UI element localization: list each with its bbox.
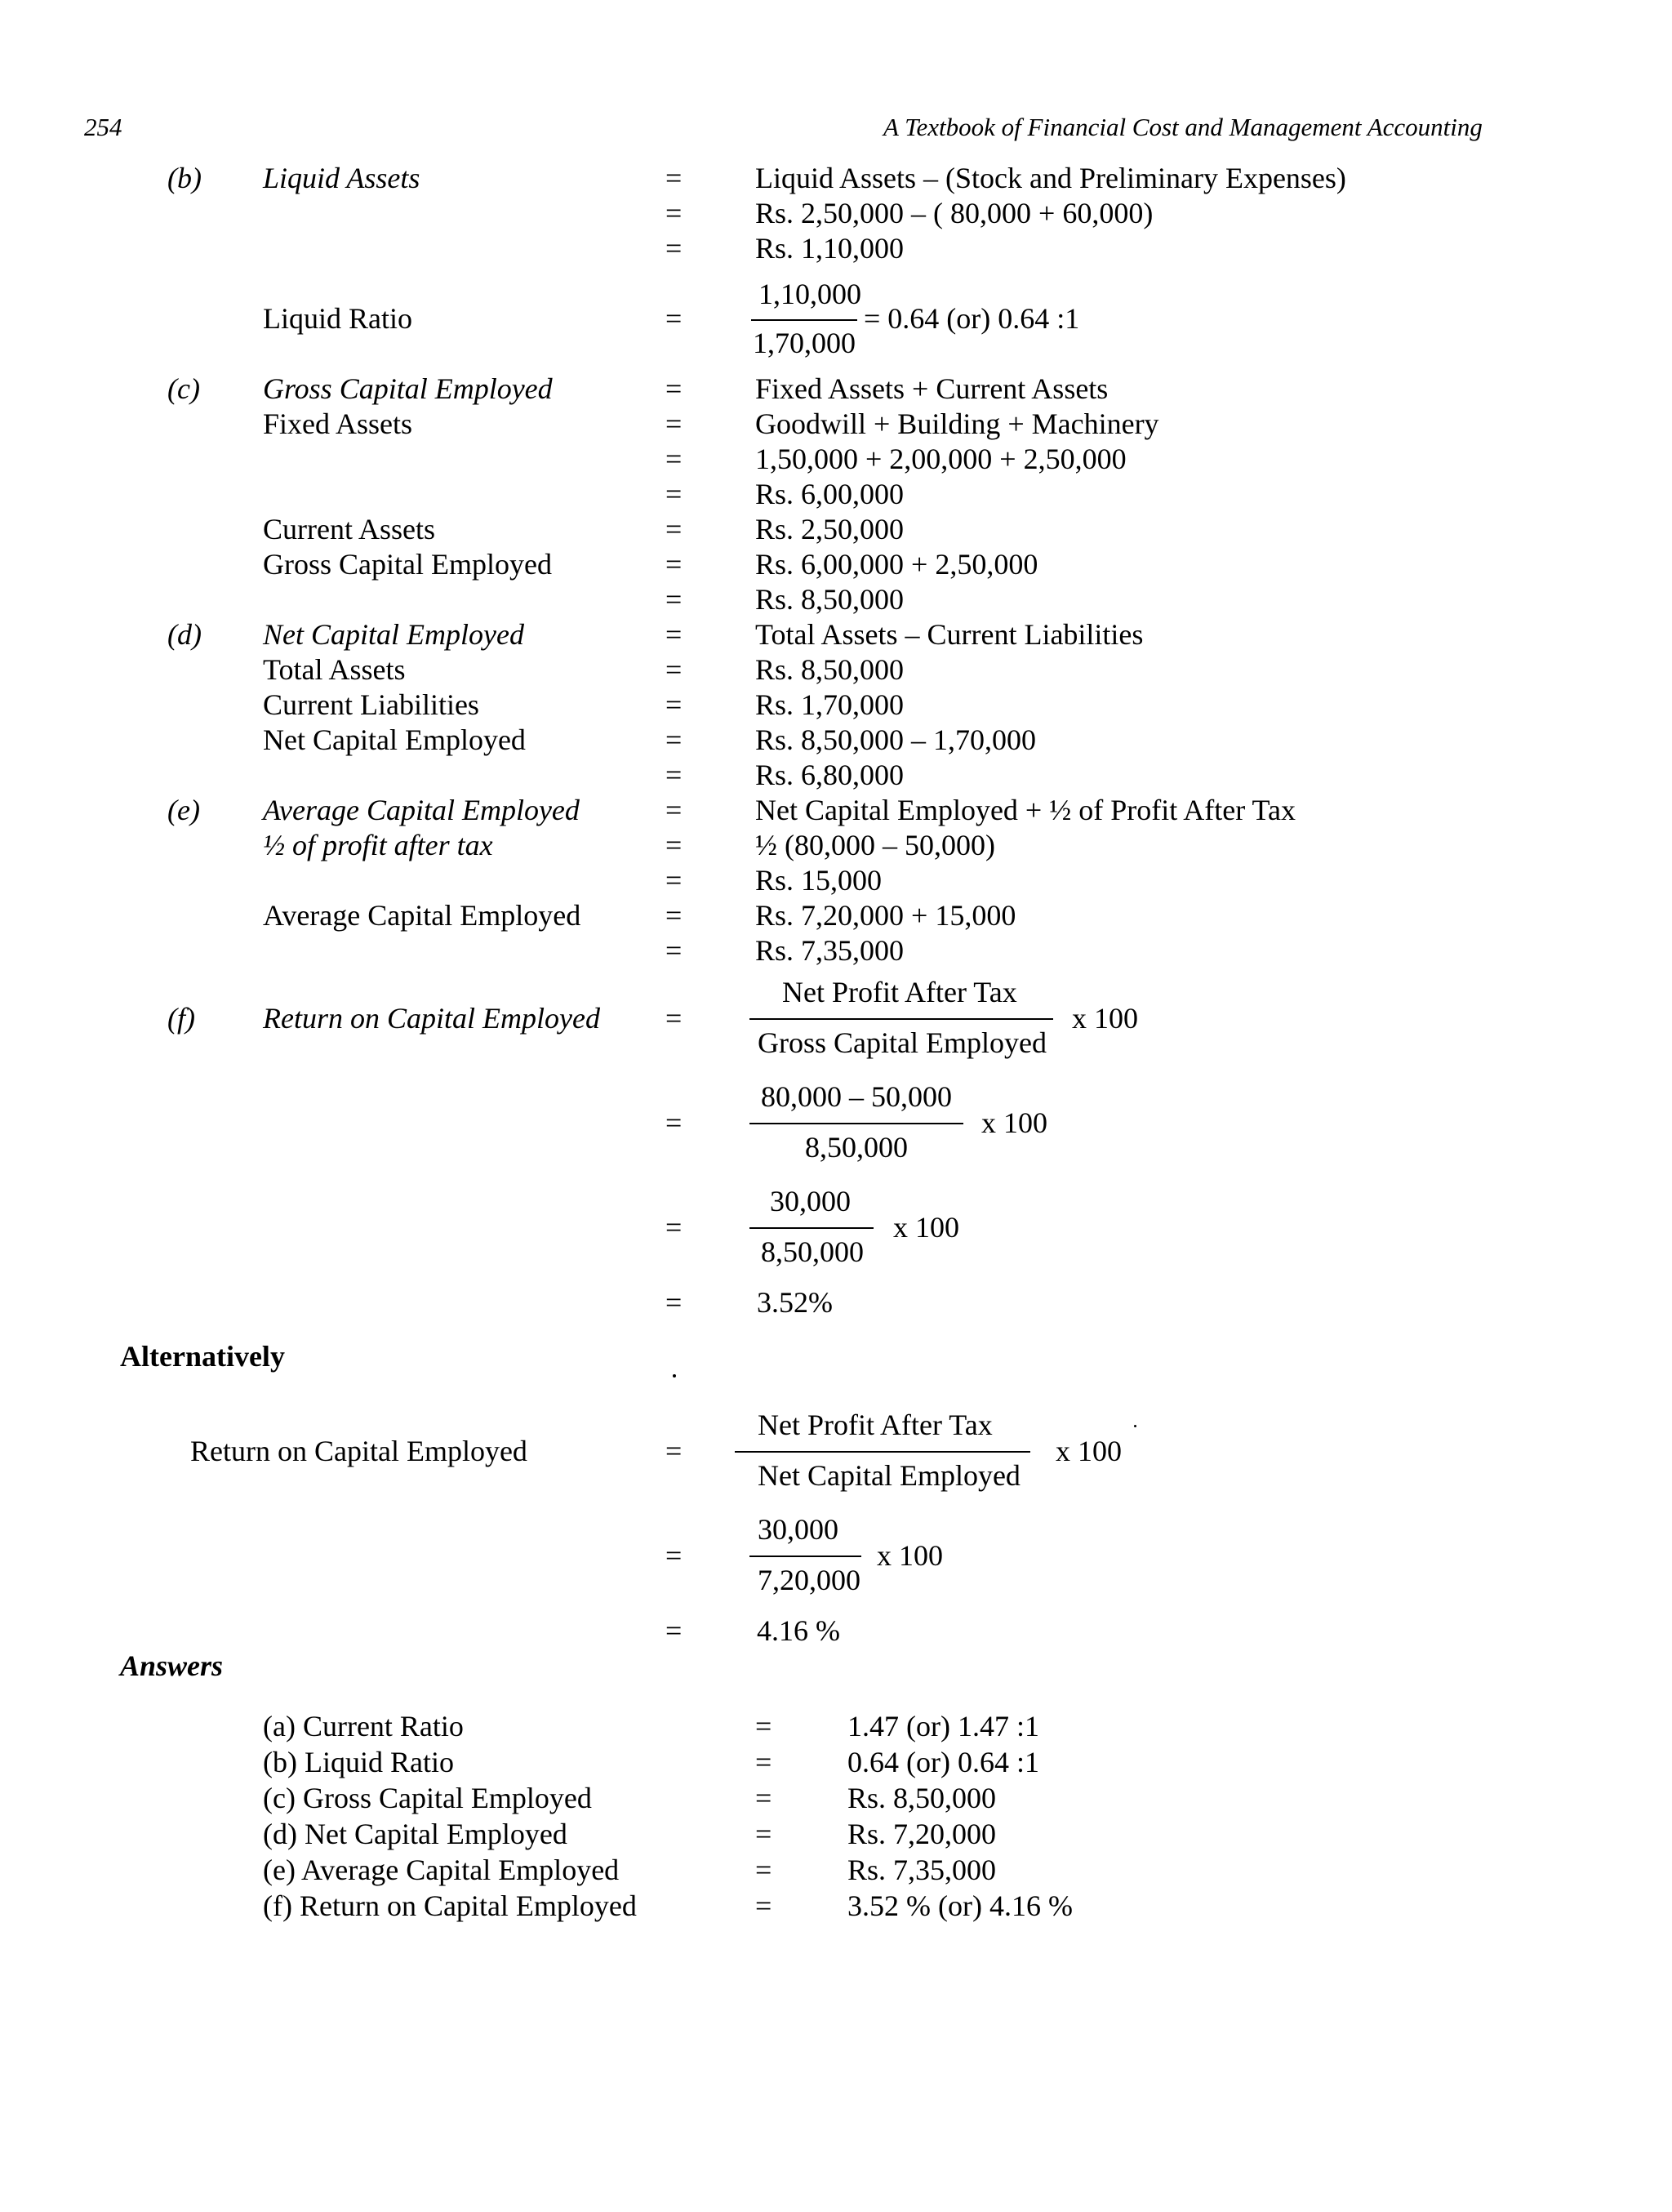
roce-f2-multiplier: x 100 [981, 1106, 1047, 1139]
average-capital-calc-term: Average Capital Employed [263, 899, 581, 932]
fixed-assets-term: Fixed Assets [263, 407, 413, 440]
fraction-bar [749, 1556, 861, 1557]
answer-label: (b) Liquid Ratio [263, 1746, 454, 1778]
fixed-assets-value: Rs. 6,00,000 [755, 478, 905, 510]
liquid-assets-value: Rs. 1,10,000 [755, 232, 905, 265]
equals-sign: = [665, 583, 683, 616]
fraction-bar [735, 1451, 1030, 1453]
answers-heading: Answers [120, 1649, 224, 1682]
half-profit-formula: ½ (80,000 – 50,000) [755, 829, 995, 861]
section-b-label: (b) [167, 162, 202, 194]
current-liabilities-term: Current Liabilities [263, 688, 479, 721]
liquid-ratio-denominator: 1,70,000 [753, 327, 856, 359]
equals-sign: = [665, 723, 683, 756]
answer-label: (c) Gross Capital Employed [263, 1782, 592, 1814]
stray-dot [1134, 1425, 1136, 1427]
liquid-ratio-result: = 0.64 (or) 0.64 :1 [864, 302, 1080, 335]
half-profit-term: ½ of profit after tax [263, 829, 493, 861]
equals-sign: = [665, 688, 683, 721]
fraction-bar [749, 1227, 874, 1229]
gross-capital-calc-term: Gross Capital Employed [263, 548, 552, 581]
liquid-ratio-numerator: 1,10,000 [758, 278, 861, 310]
running-header: A Textbook of Financial Cost and Management Accounting [883, 113, 1483, 141]
average-capital-term: Average Capital Employed [263, 794, 580, 826]
equals-sign: = [665, 934, 683, 967]
alt-f2-multiplier: x 100 [877, 1539, 943, 1572]
answer-label: (f) Return on Capital Employed [263, 1889, 637, 1922]
net-capital-term: Net Capital Employed [263, 618, 524, 651]
answer-value: 1.47 (or) 1.47 :1 [847, 1710, 1039, 1742]
equals-sign: = [755, 1746, 772, 1778]
equals-sign: = [665, 618, 683, 651]
net-capital-value: Rs. 6,80,000 [755, 759, 905, 791]
roce-f3-denominator: 8,50,000 [761, 1235, 864, 1268]
average-capital-definition: Net Capital Employed + ½ of Profit After Tax [755, 794, 1296, 826]
equals-sign: = [665, 513, 683, 545]
average-capital-value: Rs. 7,35,000 [755, 934, 905, 967]
equals-sign: = [665, 829, 683, 861]
fraction-bar [751, 319, 857, 321]
roce-f3-numerator: 30,000 [770, 1185, 851, 1217]
equals-sign: = [665, 197, 683, 229]
equals-sign: = [665, 1539, 683, 1572]
alt-f2-numerator: 30,000 [758, 1513, 838, 1546]
gross-capital-definition: Fixed Assets + Current Assets [755, 372, 1109, 405]
roce-f2-denominator: 8,50,000 [805, 1131, 908, 1164]
liquid-assets-substitution: Rs. 2,50,000 – ( 80,000 + 60,000) [755, 197, 1154, 229]
current-assets-term: Current Assets [263, 513, 435, 545]
alternatively-heading: Alternatively [120, 1340, 285, 1373]
equals-sign: = [755, 1889, 772, 1922]
average-capital-substitution: Rs. 7,20,000 + 15,000 [755, 899, 1016, 932]
equals-sign: = [665, 548, 683, 581]
answer-value: Rs. 7,20,000 [847, 1818, 997, 1850]
equals-sign: = [665, 1211, 683, 1244]
fixed-assets-formula: Goodwill + Building + Machinery [755, 407, 1159, 440]
stray-dot [673, 1374, 676, 1377]
answer-label: (a) Current Ratio [263, 1710, 464, 1742]
total-assets-term: Total Assets [263, 653, 406, 686]
roce-term: Return on Capital Employed [263, 1002, 600, 1035]
answer-value: 3.52 % (or) 4.16 % [847, 1889, 1073, 1922]
equals-sign: = [755, 1710, 772, 1742]
roce-f1-denominator: Gross Capital Employed [758, 1026, 1047, 1059]
equals-sign: = [665, 232, 683, 265]
equals-sign: = [755, 1854, 772, 1886]
equals-sign: = [665, 1106, 683, 1139]
answer-value: Rs. 8,50,000 [847, 1782, 997, 1814]
current-liabilities-value: Rs. 1,70,000 [755, 688, 905, 721]
fixed-assets-substitution: 1,50,000 + 2,00,000 + 2,50,000 [755, 443, 1127, 475]
alt-f2-denominator: 7,20,000 [758, 1564, 860, 1596]
net-capital-calc-term: Net Capital Employed [263, 723, 526, 756]
section-f-label: (f) [167, 1002, 195, 1035]
section-c-label: (c) [167, 372, 200, 405]
gross-capital-substitution: Rs. 6,00,000 + 2,50,000 [755, 548, 1038, 581]
page-number: 254 [84, 113, 122, 141]
answer-value: 0.64 (or) 0.64 :1 [847, 1746, 1039, 1778]
equals-sign: = [665, 653, 683, 686]
equals-sign: = [665, 759, 683, 791]
equals-sign: = [665, 407, 683, 440]
net-capital-definition: Total Assets – Current Liabilities [755, 618, 1144, 651]
equals-sign: = [665, 1435, 683, 1467]
equals-sign: = [665, 1286, 683, 1319]
equals-sign: = [665, 1002, 683, 1035]
liquid-assets-term: Liquid Assets [263, 162, 420, 194]
equals-sign: = [665, 372, 683, 405]
liquid-assets-formula: Liquid Assets – (Stock and Preliminary Expenses) [755, 162, 1346, 194]
gross-capital-value: Rs. 8,50,000 [755, 583, 905, 616]
equals-sign: = [665, 794, 683, 826]
roce-f2-numerator: 80,000 – 50,000 [761, 1080, 952, 1113]
alt-f1-denominator: Net Capital Employed [758, 1459, 1021, 1492]
section-e-label: (e) [167, 794, 200, 826]
fraction-bar [749, 1123, 963, 1124]
answer-label: (d) Net Capital Employed [263, 1818, 567, 1850]
gross-capital-term: Gross Capital Employed [263, 372, 553, 405]
equals-sign: = [665, 443, 683, 475]
equals-sign: = [755, 1782, 772, 1814]
equals-sign: = [665, 864, 683, 897]
equals-sign: = [665, 478, 683, 510]
fraction-bar [749, 1018, 1053, 1020]
alt-f1-multiplier: x 100 [1056, 1435, 1122, 1467]
roce-f3-multiplier: x 100 [893, 1211, 959, 1244]
alt-f1-numerator: Net Profit After Tax [758, 1409, 993, 1441]
equals-sign: = [755, 1818, 772, 1850]
equals-sign: = [665, 162, 683, 194]
total-assets-value: Rs. 8,50,000 [755, 653, 905, 686]
alt-roce-term: Return on Capital Employed [190, 1435, 527, 1467]
roce-result: 3.52% [757, 1286, 833, 1319]
roce-f1-numerator: Net Profit After Tax [782, 976, 1017, 1008]
half-profit-value: Rs. 15,000 [755, 864, 883, 897]
net-capital-substitution: Rs. 8,50,000 – 1,70,000 [755, 723, 1037, 756]
roce-f1-multiplier: x 100 [1072, 1002, 1138, 1035]
current-assets-value: Rs. 2,50,000 [755, 513, 905, 545]
equals-sign: = [665, 899, 683, 932]
section-d-label: (d) [167, 618, 202, 651]
liquid-ratio-term: Liquid Ratio [263, 302, 412, 335]
equals-sign: = [665, 1614, 683, 1647]
answer-label: (e) Average Capital Employed [263, 1854, 620, 1886]
equals-sign: = [665, 302, 683, 335]
alt-result: 4.16 % [757, 1614, 840, 1647]
answer-value: Rs. 7,35,000 [847, 1854, 997, 1886]
